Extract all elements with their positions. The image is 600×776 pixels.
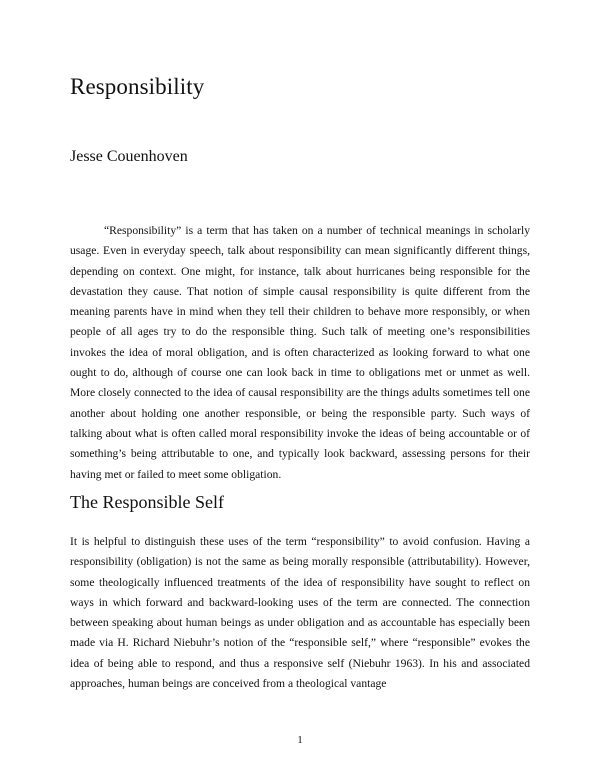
document-title: Responsibility xyxy=(70,74,205,99)
author-name: Jesse Couenhoven xyxy=(70,148,188,165)
page-number: 1 xyxy=(297,734,303,746)
body-paragraph: “Responsibility” is a term that has taken on a number of technical meanings in scholarly usage. Even in everyday speech, talk about responsibility can mean significantly different things, depending on context. One might, for instance, talk about hurricanes being responsible for the devastation they cause. That notion of simple causal responsibility is quite different from the meaning parents have in mind when they tell their children to behave more responsibly, or when people of all ages try to do the responsible thing. Such talk of meeting one’s responsibilities invokes the idea of moral obligation, and is often characterized as looking forward to what one ought to do, although of course one can look back in time to obligations met or unmet as well. More closely connected to the idea of causal responsibility are the things adults sometimes tell one another about holding one another responsible, or being the responsible party. Such ways of talking about what is often called moral responsibility invoke the ideas of being accountable or of something’s being attributable to one, and typically look backward, assessing persons for their having met or failed to meet some obligation. xyxy=(70,224,530,481)
body-paragraph: It is helpful to distinguish these uses of the term “responsibility” to avoid confusion. Having a responsibility (obligation) is not the same as being morally responsible (attributability). However, some theologically influenced treatments of the idea of responsibility have sought to reflect on ways in which forward and backward-looking uses of the term are connected. The connection between speaking about human beings as under obligation and as accountable has especially been made via H. Richard Niebuhr’s notion of the “responsible self,” where “responsible” evokes the idea of being able to respond, and thus a responsive self (Niebuhr 1963). In his and associated approaches, human beings are conceived from a theological vantage xyxy=(70,535,530,691)
section-heading: The Responsible Self xyxy=(70,492,224,512)
